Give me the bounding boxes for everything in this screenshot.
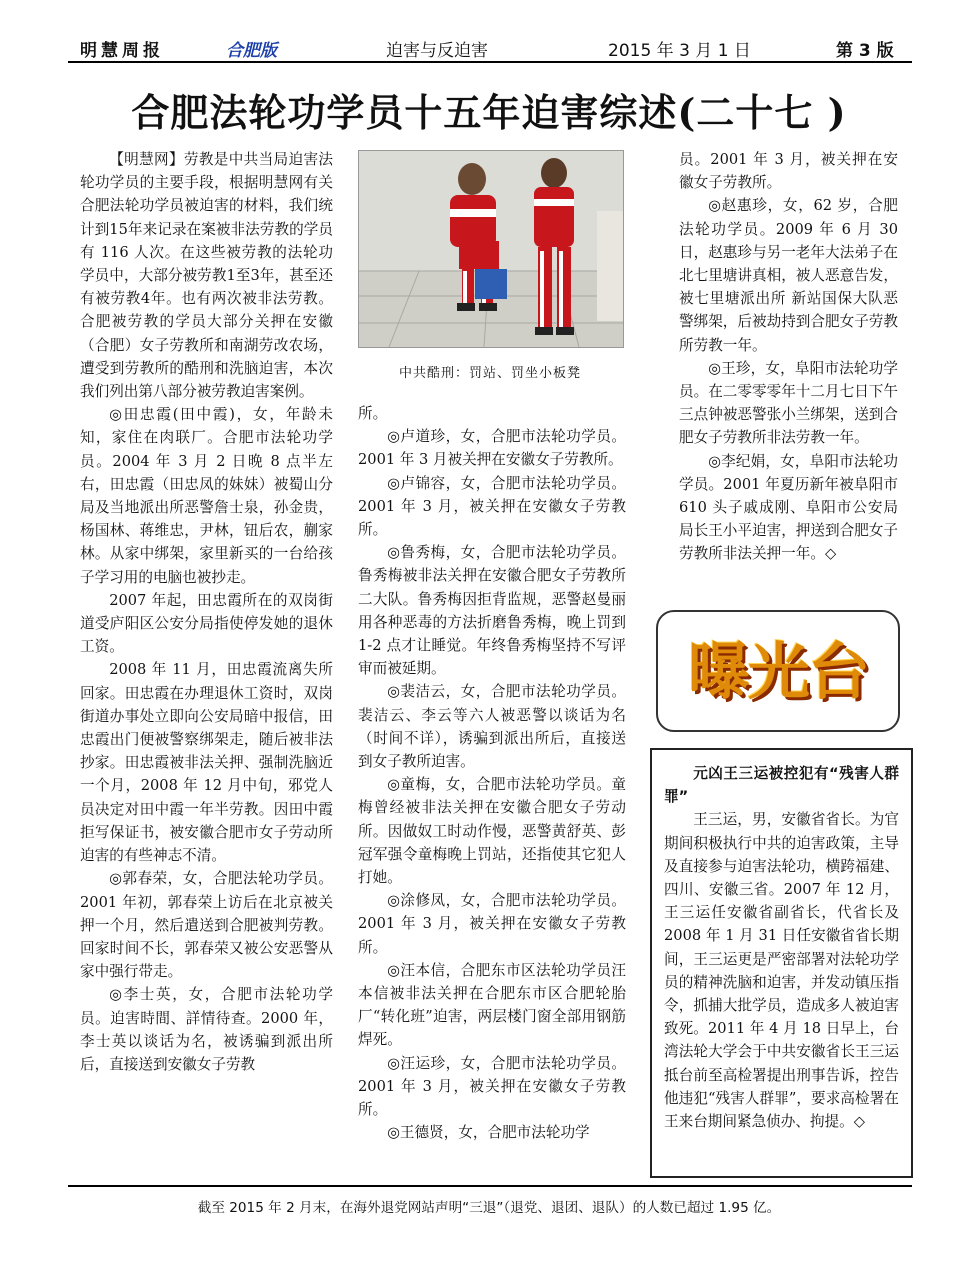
sidebar-box — [650, 748, 913, 1178]
page-number: 第 3 版 — [836, 41, 894, 61]
article-paragraph: ◎李士英，女，合肥市法轮功学员。迫害時間、詳情待查。2000 年，李士英以谈话为名，被诱骗到派出所后，直接送到安徽女子劳教 — [80, 986, 333, 1073]
article-paragraph: 2007 年起，田忠霞所在的双岗街道受庐阳区公安分局指使停发她的退休工资。 — [80, 591, 333, 656]
photo-caption: 中共酷刑：罚站、罚坐小板凳 — [398, 366, 581, 381]
photo-illustration — [359, 151, 623, 347]
article-paragraph: ◎鲁秀梅，女，合肥市法轮功学员。鲁秀梅被非法关押在安徽合肥女子劳教所二大队。鲁秀梅因拒背监规，恶警赵曼丽用各种恶毒的方法折磨鲁秀梅，晚上罚到 1-2 点才让睡觉。年终鲁秀梅坚持不写评审而被延期。 — [358, 544, 626, 678]
article-paragraph: 员。2001 年 3 月，被关押在安徽女子劳教所。 — [679, 151, 898, 192]
article-column-1 — [80, 148, 333, 1076]
article-paragraph: ◎汪运珍，女，合肥市法轮功学员。2001 年 3 月，被关押在安徽女子劳教所。 — [358, 1054, 626, 1119]
article-column-3 — [679, 148, 898, 566]
article-paragraph: ◎李纪娟，女，阜阳市法轮功学员。2001 年夏历新年被阜阳市 610 头子戚成刚、阜阳市公安局局长王小平迫害，押送到合肥女子劳教所非法关押一年。◇ — [679, 452, 898, 563]
paper-name: 明慧周报 — [80, 41, 164, 61]
article-paragraph: ◎卢锦容，女，合肥市法轮功学员。2001 年 3 月，被关押在安徽女子劳教所。 — [358, 474, 626, 539]
sidebar-title: 元凶王三运被控犯有“残害人群罪” — [664, 765, 899, 806]
article-paragraph: ◎涂修凤，女，合肥市法轮功学员。2001 年 3 月，被关押在安徽女子劳教所。 — [358, 892, 626, 956]
article-column-2 — [358, 402, 626, 1145]
article-paragraph: ◎童梅，女，合肥市法轮功学员。童梅曾经被非法关押在安徽合肥女子劳动所。因做奴工时动作慢，恶警黄舒英、彭冠军强令童梅晚上罚站，还指使其它犯人打她。 — [358, 776, 626, 887]
edition-name: 合肥版 — [226, 41, 277, 61]
issue-date: 2015 年 3 月 1 日 — [608, 41, 751, 61]
article-paragraph: ◎王德贤，女，合肥市法轮功学 — [387, 1124, 590, 1142]
footer-note: 截至 2015 年 2 月末，在海外退党网站声明“三退”（退党、退团、退队）的人数已超过 1.95 亿。 — [197, 1200, 781, 1216]
article-paragraph: ◎裴洁云，女，合肥市法轮功学员。裴洁云、李云等六人被恶警以谈话为名（时间不详），诱骗到派出所后，直接送到女子教所迫害。 — [358, 683, 626, 771]
sidebar-body: 王三运，男，安徽省省长。为官期间积极执行中共的迫害政策，主导及直接参与迫害法轮功，横跨福建、四川、安徽三省。2007 年 12 月，王三运任安徽省副省长，代省长及 2008 年 1 月 31 日任安徽省省长期间，王三运更是严密部署对法轮功学员的精神洗脑和迫害，并发动镇压指令，抓捕大批学员，造成多人被迫害致死。2011 年 4 月 18 日早上，台湾法轮大学会于中共安徽省长王三运抵台前至高检署提出刑事告诉，控告他违犯“残害人群罪”，要求高检署在王来台期间紧急侦办、拘提。◇ — [664, 811, 899, 1131]
header-rule — [68, 61, 912, 63]
article-paragraph: 所。 — [358, 405, 388, 422]
article-paragraph: 2008 年 11 月，田忠霞流离失所回家。田忠霞在办理退休工资时，双岗街道办事处立即向公安局暗中报信，田忠霞出门便被警察绑架走，随后被非法抄家。田忠霞被非法关押、强制洗脑近一个月，2008 年 12 月中旬，邪党人员决定对田中霞一年半劳教。因田中霞拒写保证书，被安徽合肥市女子劳动所迫害的有些神志不清。 — [80, 661, 333, 865]
exposure-banner — [656, 610, 900, 732]
masthead — [78, 36, 912, 62]
article-paragraph: ◎王珍，女，阜阳市法轮功学员。在二零零零年十二月七日下午三点钟被恶警张小兰绑架，送到合肥女子劳教所非法劳教一年。 — [679, 359, 898, 447]
article-paragraph: ◎赵惠珍，女，62 岁，合肥法轮功学员。2009 年 6 月 30 日，赵惠珍与另一老年大法弟子在北七里塘讲真相，被人恶意告发，被七里塘派出所 新站国保大队恶警绑架，后被劫持到合肥女子劳教所劳教一年。 — [679, 197, 898, 354]
article-paragraph: ◎田忠霞(田中霞)，女，年龄未知，家住在肉联厂。合肥市法轮功学员。2004 年 3 月 2 日晚 8 点半左右，田忠霞（田忠凤的妹妹）被蜀山分局及当地派出所恶警詹士泉，孙金贵，杨国林、蒋维忠，尹林，钮后农，蒯家林。从家中绑架，家里新买的一台给孩子学习用的电脑也被抄走。 — [80, 406, 333, 586]
article-paragraph: 【明慧网】劳教是中共当局迫害法轮功学员的主要手段，根据明慧网有关合肥法轮功学员被迫害的材料，我们统计到15年来记录在案被非法劳教的学员有 116 人次。在这些被劳教的法轮功学员中，大部分被劳教1至3年，甚至还有被劳教4年。也有两次被非法劳教。合肥被劳教的学员大部分关押在安徽（合肥）女子劳教所和南湖劳改农场，遭受到劳教所的酷刑和洗脑迫害，本次我们列出第八部分被劳教迫害案例。 — [80, 151, 333, 401]
exposure-banner-text: 曝光台 — [687, 635, 868, 708]
article-paragraph: ◎汪本信，合肥东市区法轮功学员汪本信被非法关押在合肥东市区合肥轮胎厂“转化班”迫害，两层楼门窗全部用钢筋焊死。 — [358, 961, 626, 1049]
footer-rule — [68, 1185, 912, 1187]
article-paragraph: ◎卢道珍，女，合肥市法轮功学员。2001 年 3 月被关押在安徽女子劳教所。 — [358, 428, 626, 469]
article-paragraph: ◎郭春荣，女，合肥法轮功学员。2001 年初，郭春荣上访后在北京被关押一个月，然后遣送到合肥被判劳教。回家时间不长，郭春荣又被公安恶警从家中强行带走。 — [80, 870, 333, 981]
section-name: 迫害与反迫害 — [386, 41, 488, 61]
torture-photo — [358, 150, 624, 348]
article-title: 合肥法轮功学员十五年迫害综述(二十七 ) — [131, 90, 847, 135]
